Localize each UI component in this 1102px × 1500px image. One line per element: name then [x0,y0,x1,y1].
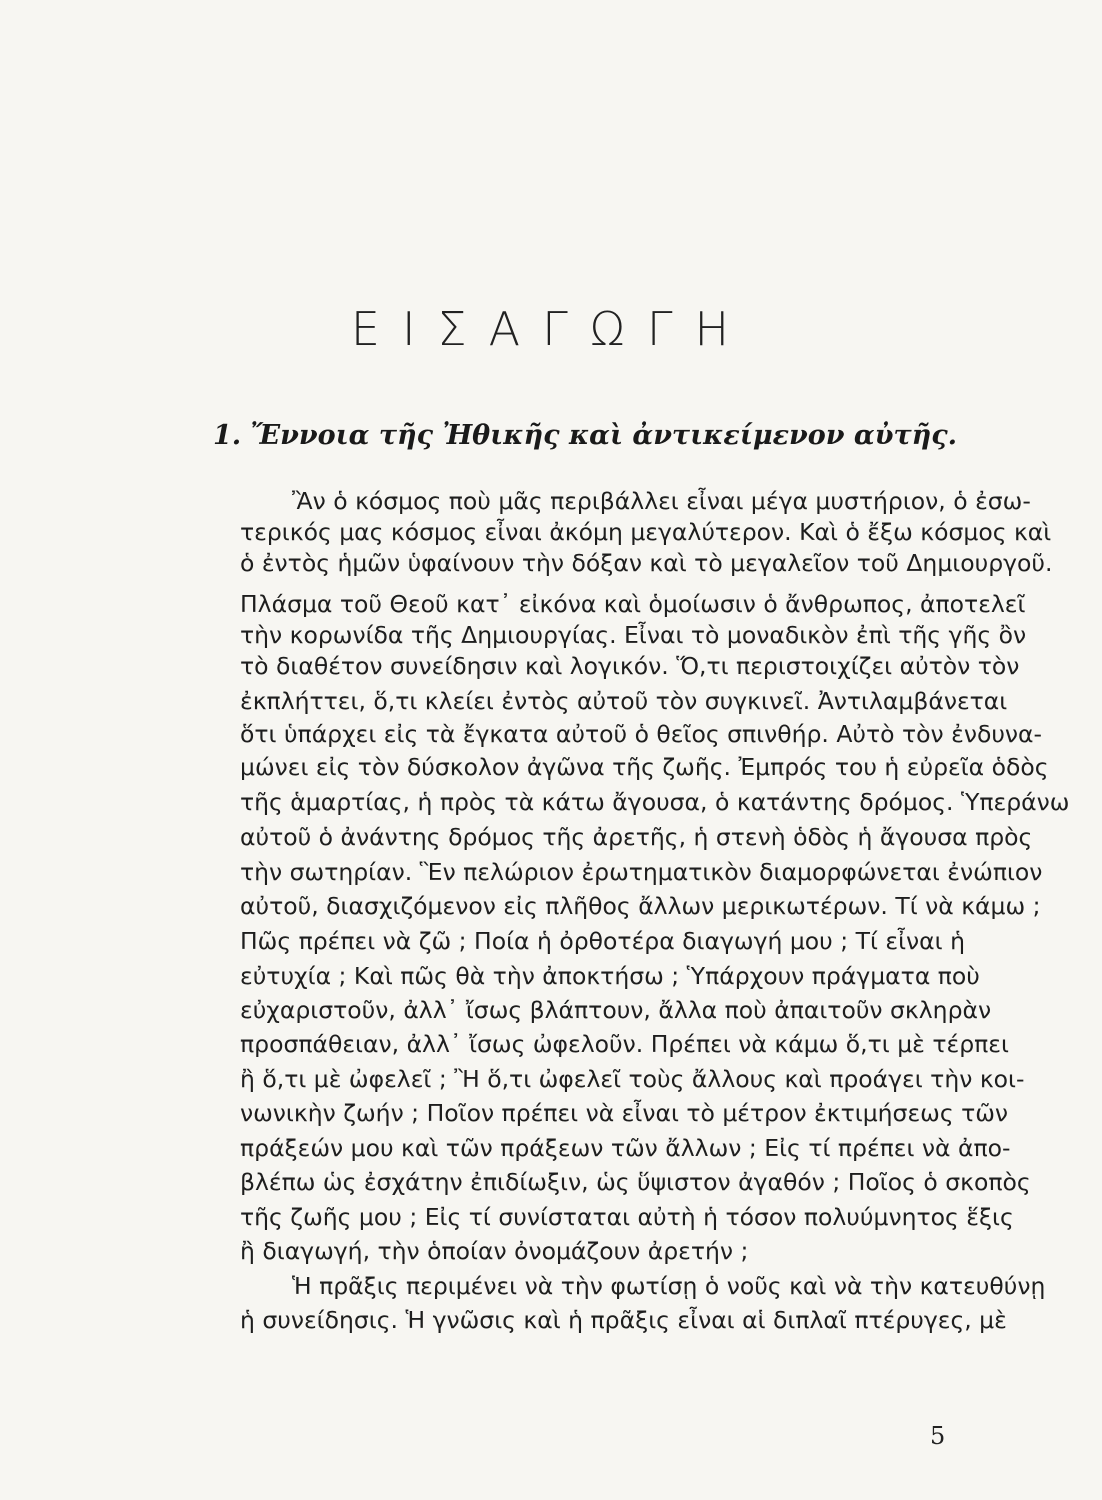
text-line: εὐτυχία ; Καὶ πῶς θὰ τὴν ἀποκτήσω ; Ὑπάρχουν πράγματα ποὺ [240,962,980,990]
text-line: τερικός μας κόσμος εἶναι ἀκόμη μεγαλύτερον. Καὶ ὁ ἔξω κόσμος καὶ [240,518,1052,546]
text-line: ἢ ὅ,τι μὲ ὠφελεῖ ; Ἢ ὅ,τι ὠφελεῖ τοὺς ἄλλους καὶ προάγει τὴν κοι- [240,1065,1025,1093]
text-line: Πλάσμα τοῦ Θεοῦ κατ᾽ εἰκόνα καὶ ὁμοίωσιν ὁ ἄνθρωπος, ἀποτελεῖ [240,590,1026,618]
text-line: νωνικὴν ζωήν ; Ποῖον πρέπει νὰ εἶναι τὸ μέτρον ἐκτιμήσεως τῶν [240,1099,1009,1127]
text-line: βλέπω ὡς ἐσχάτην ἐπιδίωξιν, ὡς ὕψιστον ἀγαθόν ; Ποῖος ὁ σκοπὸς [240,1168,1031,1196]
text-line: προσπάθειαν, ἀλλ᾽ ἴσως ὠφελοῦν. Πρέπει νὰ κάμω ὅ,τι μὲ τέρπει [240,1030,1009,1058]
text-line: ὁ ἐντὸς ἡμῶν ὑφαίνουν τὴν δόξαν καὶ τὸ μεγαλεῖον τοῦ Δημιουργοῦ. [240,549,1053,577]
section-heading: 1. Ἔννοια τῆς Ἠθικῆς καὶ ἀντικείμενον αὐτῆς. [213,420,958,451]
text-line: αὐτοῦ ὁ ἀνάντης δρόμος τῆς ἀρετῆς, ἡ στενὴ ὁδὸς ἡ ἄγουσα πρὸς [240,823,1033,851]
page-number: 5 [930,1422,946,1450]
text-line: τὴν κορωνίδα τῆς Δημιουργίας. Εἶναι τὸ μοναδικὸν ἐπὶ τῆς γῆς ὂν [240,621,1027,649]
text-line: ἐκπλήττει, ὅ,τι κλείει ἐντὸς αὐτοῦ τὸν συγκινεῖ. Ἀντιλαμβάνεται [240,687,1008,715]
text-line: ἡ συνείδησις. Ἡ γνῶσις καὶ ἡ πρᾶξις εἶναι αἱ διπλαῖ πτέρυγες, μὲ [240,1306,1007,1334]
text-line: εὐχαριστοῦν, ἀλλ᾽ ἴσως βλάπτουν, ἄλλα ποὺ ἀπαιτοῦν σκληρὰν [240,996,992,1024]
text-line: ἢ διαγωγή, τὴν ὁποίαν ὀνομάζουν ἀρετήν ; [240,1237,749,1265]
text-line: πράξεών μου καὶ τῶν πράξεων τῶν ἄλλων ; Εἰς τί πρέπει νὰ ἀπο- [240,1134,1011,1162]
text-line: αὐτοῦ, διασχιζόμενον εἰς πλῆθος ἄλλων μερικωτέρων. Τί νὰ κάμω ; [240,892,1041,920]
chapter-title: ΕΙΣΑΓΩΓΗ [350,302,752,356]
text-line: μώνει εἰς τὸν δύσκολον ἀγῶνα τῆς ζωῆς. Ἐμπρός του ἡ εὐρεῖα ὁδὸς [240,753,1049,781]
text-line: τῆς ζωῆς μου ; Εἰς τί συνίσταται αὐτὴ ἡ τόσον πολυύμνητος ἕξις [240,1203,1014,1231]
text-line: τὴν σωτηρίαν. Ἓν πελώριον ἐρωτηματικὸν διαμορφώνεται ἐνώπιον [240,858,1043,886]
text-line: τῆς ἁμαρτίας, ἡ πρὸς τὰ κάτω ἄγουσα, ὁ κατάντης δρόμος. Ὑπεράνω [240,788,1070,816]
text-line: Ἡ πρᾶξις περιμένει νὰ τὴν φωτίσῃ ὁ νοῦς καὶ νὰ τὴν κατευθύνῃ [292,1272,1046,1300]
text-line: Πῶς πρέπει νὰ ζῶ ; Ποία ἡ ὀρθοτέρα διαγωγή μου ; Τί εἶναι ἡ [240,927,965,955]
text-line: τὸ διαθέτον συνείδησιν καὶ λογικόν. Ὅ,τι περιστοιχίζει αὐτὸν τὸν [240,652,1020,680]
text-line: Ἂν ὁ κόσμος ποὺ μᾶς περιβάλλει εἶναι μέγα μυστήριον, ὁ ἐσω- [292,487,1031,515]
text-line: ὅτι ὑπάρχει εἰς τὰ ἔγκατα αὐτοῦ ὁ θεῖος σπινθήρ. Αὐτὸ τὸν ἐνδυνα- [240,720,1043,748]
